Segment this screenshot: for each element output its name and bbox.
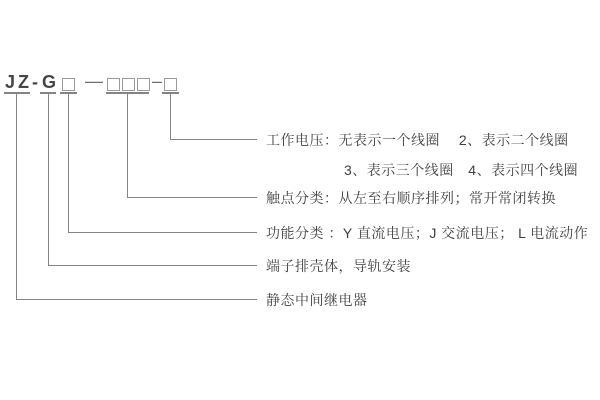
leader-horizontal-function-class [68,232,257,233]
leader-vertical-relay-type [16,94,17,299]
placeholder-box-contact-2 [122,78,135,91]
label-housing: 端子排壳体，导轨安装 [266,258,411,274]
leader-vertical-housing [48,94,49,265]
label-function-class: 功能分类 ：Y 直流电压；J 交流电压； L 电流动作 [266,225,589,241]
leader-vertical-working-voltage [170,94,171,139]
placeholder-box-contact-3 [137,78,150,91]
leader-horizontal-relay-type [16,299,257,300]
em-dash: — [85,71,103,91]
hyphen-1: - [32,72,38,92]
label-working-voltage-cont: 3、表示三个线圈 4、表示四个线圈 [344,162,579,178]
model-prefix: JZ [5,72,33,92]
leader-vertical-contact-class [127,94,128,197]
placeholder-box-voltage [164,78,177,91]
label-contact-class: 触点分类：从左至右顺序排列；常开常闭转换 [266,190,556,206]
label-working-voltage: 工作电压：无表示一个线圈 2、表示二个线圈 [266,132,569,148]
placeholder-box-contact-1 [107,78,120,91]
label-relay-type: 静态中间继电器 [266,292,368,308]
leader-horizontal-housing [48,265,257,266]
leader-vertical-function-class [68,94,69,232]
model-function-letter: G [42,72,60,92]
leader-horizontal-working-voltage [170,139,257,140]
en-dash: – [152,71,163,91]
underline-prefix [4,92,30,94]
placeholder-box-function [62,78,75,91]
leader-horizontal-contact-class [127,197,257,198]
